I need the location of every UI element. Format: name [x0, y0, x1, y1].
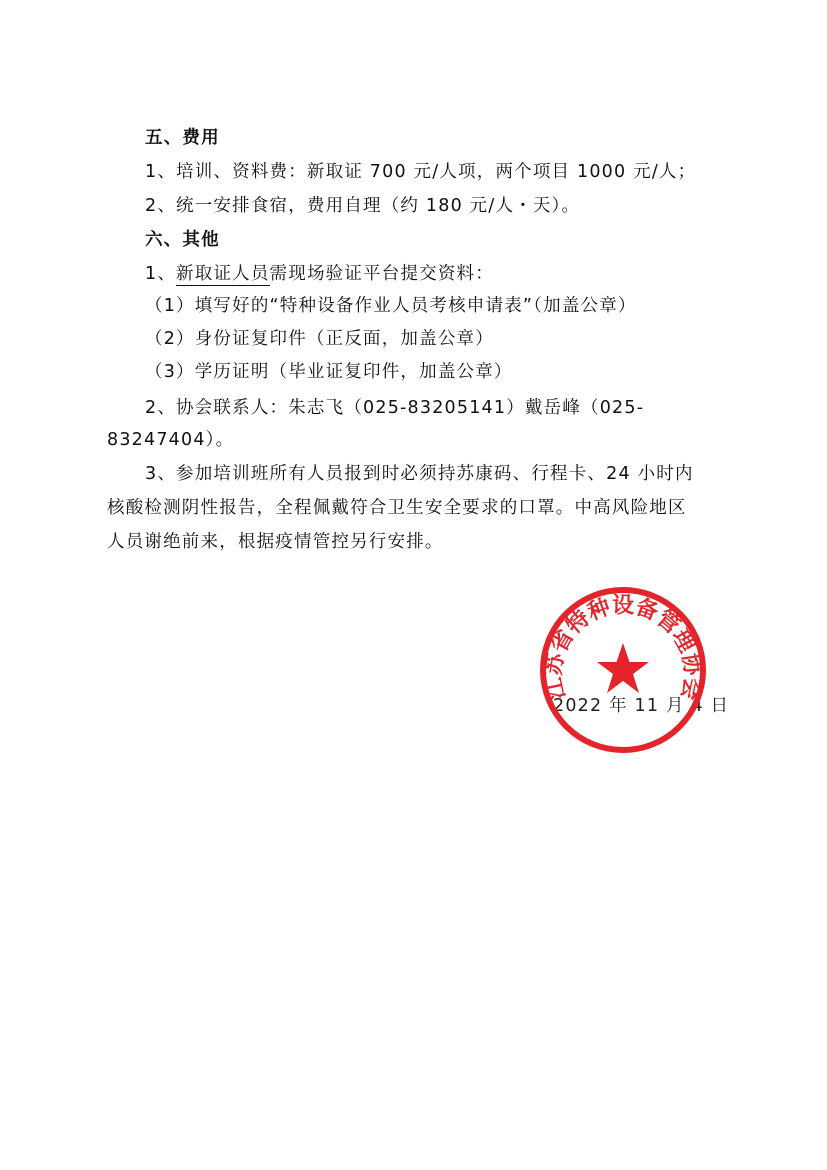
submission-sub-item-3: （3）学历证明（毕业证复印件，加盖公章） [145, 362, 513, 382]
other-item-1 [145, 262, 494, 286]
seal-text-path: 江苏省特种设备管理协会 [541, 593, 705, 702]
notice-line-3: 人员谢绝前来，根据疫情管控另行安排。 [107, 532, 444, 552]
fee-item-1: 1、培训、资料费：新取证 700 元/人项，两个项目 1000 元/人； [145, 162, 697, 182]
submission-sub-item-1: （1）填写好的“特种设备作业人员考核申请表”（加盖公章） [145, 296, 637, 316]
section-6-heading: 六、其他 [145, 230, 220, 250]
seal-star-icon [597, 643, 649, 693]
document-date: 2022 年 11 月 4 日 [553, 696, 730, 716]
notice-line-1: 3、参加培训班所有人员报到时必须持苏康码、行程卡、24 小时内 [145, 464, 694, 484]
official-seal [538, 585, 708, 755]
submission-sub-item-2: （2）身份证复印件（正反面，加盖公章） [145, 329, 494, 349]
other-item-1-prefix: 1、 [145, 264, 177, 284]
notice-line-2: 核酸检测阴性报告，全程佩戴符合卫生安全要求的口罩。中高风险地区 [107, 498, 687, 518]
underlined-new-cert-persons: 新取证人员 [176, 264, 270, 284]
contact-line-2: 83247404）。 [107, 430, 235, 450]
contact-line-1: 2、协会联系人：朱志飞（025-83205141）戴岳峰（025- [145, 398, 645, 418]
other-item-1-rest: 需现场验证平台提交资料： [269, 264, 494, 284]
fee-item-2: 2、统一安排食宿，费用自理（约 180 元/人・天）。 [145, 196, 581, 216]
section-5-heading: 五、费用 [145, 128, 220, 148]
